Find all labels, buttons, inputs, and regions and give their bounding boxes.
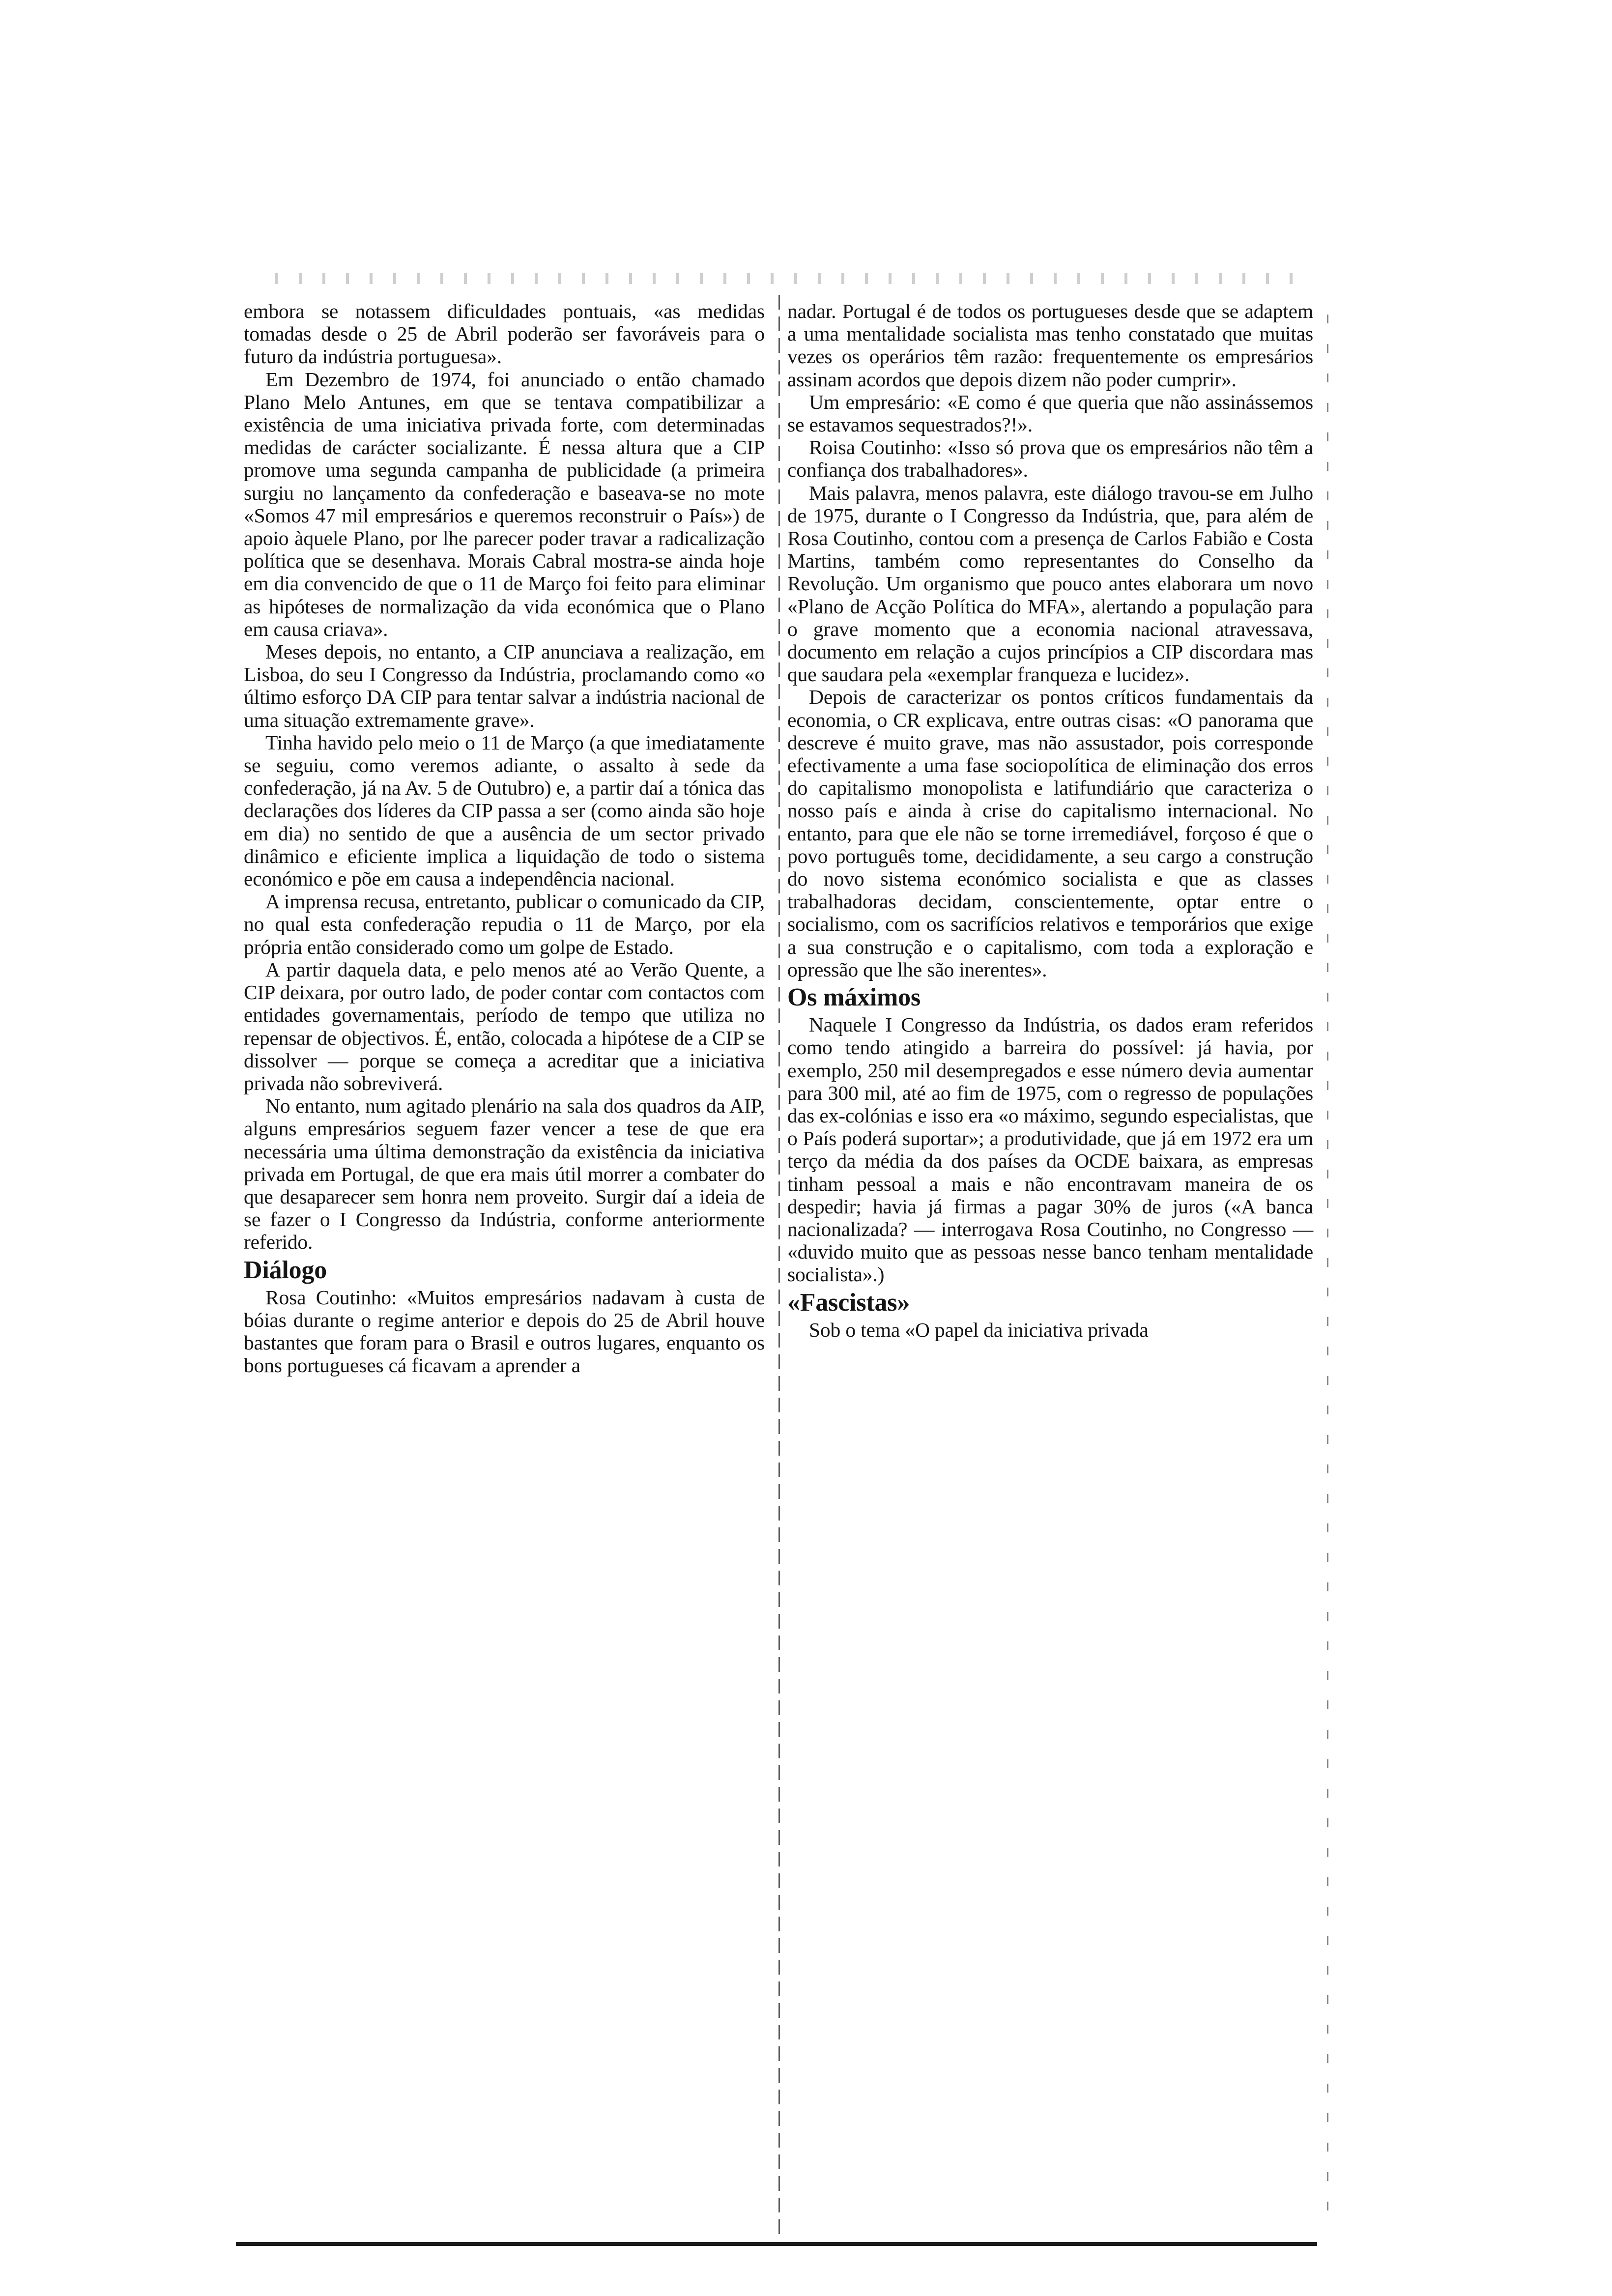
paragraph: Meses depois, no entanto, a CIP anunciava a realização, em Lisboa, do seu I Congresso da Indústria, proclamando como «o último esforço DA CIP para tentar salvar a indústria nacional de uma situação extremamente grave». (244, 640, 765, 731)
paragraph: embora se notassem dificuldades pontuais, «as medidas tomadas desde o 25 de Abril poderão ser favoráveis para o futuro da indústria portuguesa». (244, 300, 765, 368)
paragraph: Rosa Coutinho: «Muitos empresários nadavam à custa de bóias durante o regime anterior e depois do 25 de Abril houve bastantes que foram para o Brasil e outros lugares, enquanto os bons portugueses cá ficavam a aprender a (244, 1286, 765, 1377)
subheading-os-maximos: Os máximos (787, 983, 921, 1012)
paragraph: Mais palavra, menos palavra, este diálogo travou-se em Julho de 1975, durante o I Congresso da Indústria, que, para além de Rosa Coutinho, contou com a presença de Carlos Fabião e Costa Martins, também como representantes do Conselho da Revolução. Um organismo que pouco antes elaborara um novo «Plano de Acção Política do MFA», alertando a população para o grave momento que a economia nacional atravessava, documento em relação a cujos princípios a CIP discordara mas que saudara pela «exemplar franqueza e lucidez». (787, 481, 1313, 686)
paragraph: A imprensa recusa, entretanto, publicar o comunicado da CIP, no qual esta confederação repudia o 11 de Março, por ela própria então considerado como um golpe de Estado. (244, 890, 765, 958)
subheading-fascistas: «Fascistas» (787, 1288, 910, 1317)
left-column (244, 300, 765, 1377)
right-column (787, 300, 1313, 1341)
paragraph: A partir daquela data, e pelo menos até ao Verão Quente, a CIP deixara, por outro lado, de poder contar com contactos com entidades governamentais, período de tempo que utiliza no repensar de objectivos. É, então, colocada a hipótese de a CIP se dissolver — porque se começa a acreditar que a iniciativa privada não sobreviverá. (244, 958, 765, 1094)
right-border (1327, 315, 1328, 2221)
column-divider (778, 295, 780, 2239)
subheading-dialogo: Diálogo (244, 1256, 327, 1284)
paragraph: Roisa Coutinho: «Isso só prova que os empresários não têm a confiança dos trabalhadores». (787, 436, 1313, 482)
paragraph: Depois de caracterizar os pontos críticos fundamentais da economia, o CR explicava, entre outras cisas: «O panorama que descreve é muito grave, mas não assustador, pois corresponde efectivamente a uma fase sociopolítica de eliminação dos erros do capitalismo monopolista e latifundiário que caracteriza o nosso país e ainda à crise do capitalismo internacional. No entanto, para que ele não se torne irremediável, forçoso é que o povo português tome, decididamente, a seu cargo a construção do novo sistema económico socialista e que as classes trabalhadoras decidam, conscientemente, optar entre o socialismo, com os sacrifícios relativos e temporários que exige a sua construção e o capitalismo, com toda a exploração e opressão que lhe são inerentes». (787, 686, 1313, 981)
paragraph: Um empresário: «E como é que queria que não assinássemos se estavamos sequestrados?!». (787, 390, 1313, 436)
bottom-rule (236, 2242, 1317, 2246)
paragraph: Sob o tema «O papel da iniciativa privada (809, 1318, 1149, 1341)
scan-noise-top (275, 273, 1302, 284)
paragraph: Em Dezembro de 1974, foi anunciado o então chamado Plano Melo Antunes, em que se tentava compatibilizar a existência de uma iniciativa privada forte, com determinadas medidas de carácter socializante. É nessa altura que a CIP promove uma segunda campanha de publicidade (a primeira surgiu no lançamento da confederação e baseava-se no mote «Somos 47 mil empresários e queremos reconstruir o País») de apoio àquele Plano, por lhe parecer poder travar a radicalização política que se desenhava. Morais Cabral mostra-se ainda hoje em dia convencido de que o 11 de Março foi feito para eliminar as hipóteses de normalização da vida económica que o Plano em causa criava». (244, 368, 765, 640)
paragraph: Naquele I Congresso da Indústria, os dados eram referidos como tendo atingido a barreira do possível: já havia, por exemplo, 250 mil desempregados e esse número devia aumentar para 300 mil, até ao fim de 1975, com o regresso de populações das ex-colónias e isso era «o máximo, segundo especialistas, que o País poderá suportar»; a produtividade, que já em 1972 era um terço da média da dos países da OCDE baixara, as empresas tinham pessoal a mais e não encontravam maneira de os despedir; havia já firmas a pagar 30% de juros («A banca nacionalizada? — interrogava Rosa Coutinho, no Congresso — «duvido muito que as pessoas nesse banco tenham mentalidade socialista».) (787, 1013, 1313, 1286)
paragraph: No entanto, num agitado plenário na sala dos quadros da AIP, alguns empresários seguem fazer vencer a tese de que era necessária uma última demonstração da existência da iniciativa privada em Portugal, de que era mais útil morrer a combater do que desaparecer sem honra nem proveito. Surgir daí a ideia de se fazer o I Congresso da Indústria, conforme anteriormente referido. (244, 1094, 765, 1254)
paragraph: nadar. Portugal é de todos os portugueses desde que se adaptem a uma mentalidade socialista mas tenho constatado que muitas vezes os operários têm razão: frequentemente os empresários assinam acordos que depois dizem não poder cumprir». (787, 300, 1313, 391)
paragraph: Tinha havido pelo meio o 11 de Março (a que imediatamente se seguiu, como veremos adiante, o assalto à sede da confederação, já na Av. 5 de Outubro) e, a partir daí a tónica das declarações dos líderes da CIP passa a ser (como ainda são hoje em dia) no sentido de que a ausência de um sector privado dinâmico e eficiente implica a liquidação de todo o sistema económico e põe em causa a independência nacional. (244, 731, 765, 890)
